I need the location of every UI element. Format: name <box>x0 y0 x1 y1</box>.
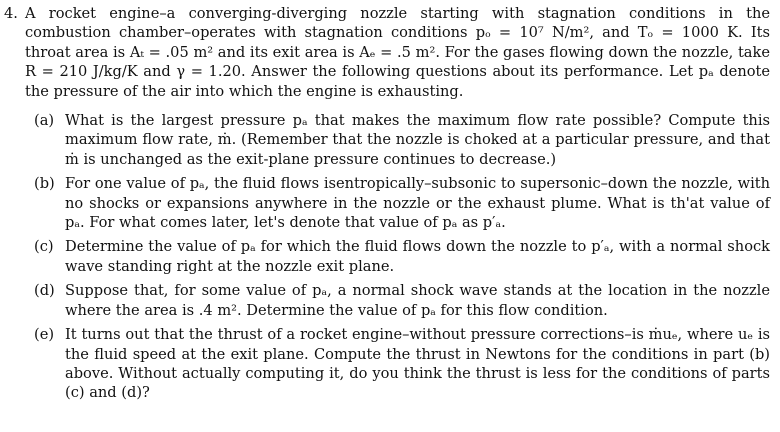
problem-text: A rocket engine–a converging-diverging nozzle starting with stagnation conditions in the combustion chamber–operates with stagnation conditions pₒ = 10⁷ N/m², and Tₒ = 1000 K. Its throat area is Aₜ = .05 m² and its exit area is Aₑ = .5 m². For the gases flowing down the nozzle, take R = 210 J/kg/K and γ = 1.20. Answer the following questions about its performance. Let pₐ denote the pressure of the air into which the engine is exhausting. <box>25 5 770 100</box>
part-text: Determine the value of pₐ for which the fluid flows down the nozzle to p′ₐ, with a normal shock wave standing right at the nozzle exit plane. <box>65 238 770 275</box>
part-c <box>34 237 770 276</box>
part-label: (a) <box>34 112 55 130</box>
part-text: Suppose that, for some value of pₐ, a normal shock wave stands at the location in the nozzle where the area is .4 m². Determine the value of pₐ for this flow condition. <box>65 282 770 319</box>
part-label: (b) <box>34 175 55 193</box>
part-d <box>34 281 770 320</box>
part-a <box>34 111 770 169</box>
part-label: (e) <box>34 326 55 344</box>
part-text: It turns out that the thrust of a rocket engine–without pressure corrections–is ṁuₑ, where uₑ is the fluid speed at the exit plane. Compute the thrust in Newtons for the conditions in part (b) above. Without actually computing it, do you think the thrust is less for the conditions of parts (c) and (d)? <box>65 326 770 402</box>
part-b <box>34 174 770 232</box>
problem-number: 4. <box>4 5 18 22</box>
problem-statement <box>4 4 770 101</box>
part-text: What is the largest pressure pₐ that makes the maximum flow rate possible? Compute this maximum flow rate, ṁ. (Remember that the nozzle is choked at a particular pressure, and that ṁ is unchanged as the exit-plane pressure continues to decrease.) <box>65 112 770 168</box>
problem-block <box>4 4 770 408</box>
part-text: For one value of pₐ, the fluid flows isentropically–subsonic to supersonic–down the nozzle, with no shocks or expansions anywhere in the nozzle or the exhaust plume. What is th'at value of pₐ. For what comes later, let's denote that value of pₐ as p′ₐ. <box>65 175 770 232</box>
part-label: (c) <box>34 238 54 256</box>
part-e <box>34 325 770 403</box>
part-label: (d) <box>34 282 55 300</box>
parts-list <box>4 111 770 403</box>
